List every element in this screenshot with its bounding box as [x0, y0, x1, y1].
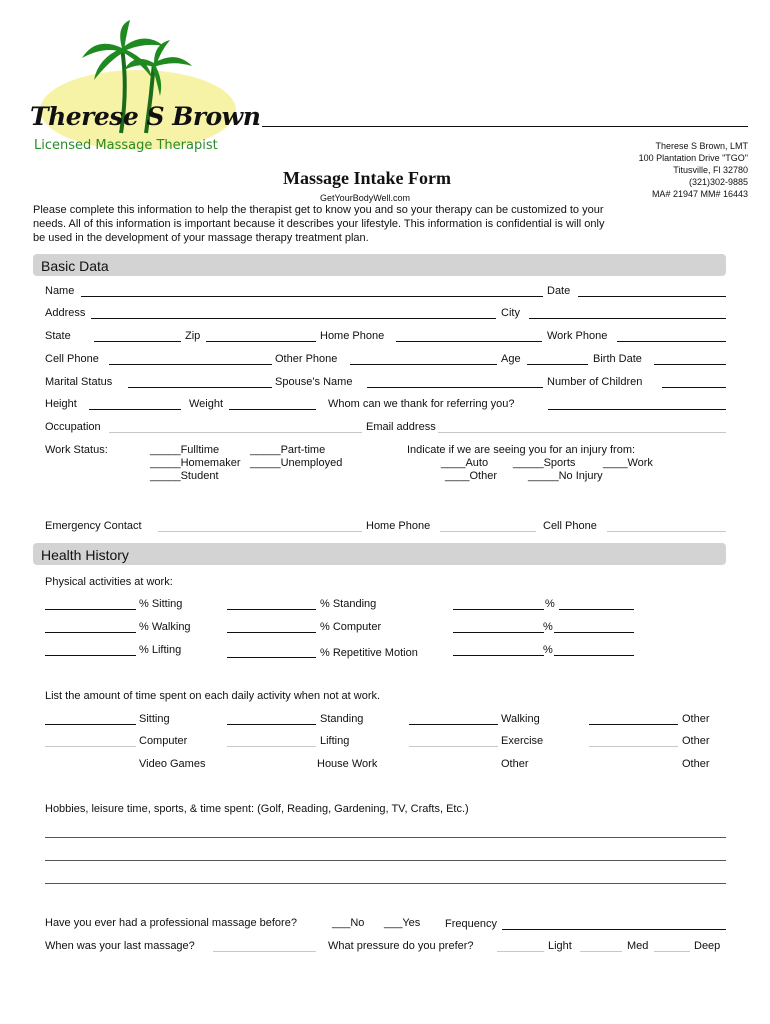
repetitive-label: % Repetitive Motion	[320, 647, 418, 659]
height-label: Height	[45, 398, 77, 410]
daily-standing-label: Standing	[320, 713, 364, 725]
address-line: 100 Plantation Drive "TGO"	[638, 153, 748, 163]
daily-walking-label: Walking	[501, 713, 540, 725]
hobbies-line-1[interactable]	[45, 837, 726, 838]
section-header-basic	[33, 254, 726, 276]
daily-other-3-label: Other	[501, 758, 529, 770]
children-label: Number of Children	[547, 376, 643, 388]
city-field[interactable]	[529, 318, 726, 319]
emergency-home-phone-label: Home Phone	[366, 520, 431, 532]
spouse-name-field[interactable]	[367, 387, 543, 388]
other-activity-2-pct-field[interactable]	[554, 632, 634, 633]
work-phone-field[interactable]	[617, 341, 726, 342]
other-activity-1-field[interactable]	[453, 609, 544, 610]
work-status-student[interactable]: _____Student	[150, 470, 219, 482]
other-activity-1-pct-field[interactable]	[559, 609, 634, 610]
form-title: Massage Intake Form	[283, 168, 451, 188]
pressure-deep-label: Deep	[694, 940, 721, 952]
daily-exercise-field[interactable]	[409, 746, 498, 747]
pct-sign: %	[545, 598, 555, 610]
work-status-fulltime[interactable]: _____Fulltime	[150, 444, 220, 456]
massage-before-question: Have you ever had a professional massage before?	[45, 917, 297, 929]
home-phone-label: Home Phone	[320, 330, 385, 342]
daily-other-1-field[interactable]	[589, 724, 678, 725]
work-phone-label: Work Phone	[547, 330, 608, 342]
emergency-contact-field[interactable]	[158, 531, 362, 532]
emergency-cell-phone-field[interactable]	[607, 531, 726, 532]
header-rule	[262, 126, 748, 127]
state-label: State	[45, 330, 71, 342]
marital-status-field[interactable]	[128, 387, 272, 388]
hobbies-line-3[interactable]	[45, 883, 726, 884]
sitting-pct-field[interactable]	[45, 609, 136, 610]
injury-other[interactable]: ____Other	[445, 470, 497, 482]
pressure-med-label: Med	[627, 940, 649, 952]
injury-none[interactable]: _____No Injury	[528, 470, 603, 482]
zip-label: Zip	[185, 330, 201, 342]
other-phone-label: Other Phone	[275, 353, 338, 365]
state-field[interactable]	[94, 341, 181, 342]
injury-sports[interactable]: _____Sports	[513, 457, 576, 469]
age-label: Age	[501, 353, 521, 365]
pct-sign: %	[543, 644, 553, 656]
work-status-parttime[interactable]: _____Part-time	[250, 444, 326, 456]
emergency-cell-phone-label: Cell Phone	[543, 520, 597, 532]
standing-label: % Standing	[320, 598, 377, 610]
emergency-home-phone-field[interactable]	[440, 531, 536, 532]
daily-exercise-label: Exercise	[501, 735, 544, 747]
logo-subtitle: Licensed Massage Therapist	[34, 138, 218, 153]
walking-label: % Walking	[139, 621, 191, 633]
section-title: Health History	[41, 547, 129, 563]
email-field[interactable]	[438, 432, 726, 433]
address-line: MA# 21947 MM# 16443	[651, 189, 748, 199]
daily-lifting-field[interactable]	[227, 746, 316, 747]
daily-sitting-field[interactable]	[45, 724, 136, 725]
daily-walking-field[interactable]	[409, 724, 498, 725]
address-line: Therese S Brown, LMT	[655, 141, 748, 151]
date-label: Date	[547, 285, 571, 297]
work-status-unemployed[interactable]: _____Unemployed	[250, 457, 343, 469]
other-activity-3-field[interactable]	[453, 655, 544, 656]
zip-field[interactable]	[206, 341, 316, 342]
daily-lifting-label: Lifting	[320, 735, 350, 747]
daily-other-4-label: Other	[682, 758, 710, 770]
hobbies-label: Hobbies, leisure time, sports, & time spent: (Golf, Reading, Gardening, TV, Crafts, Etc.)	[45, 803, 469, 815]
referral-field[interactable]	[548, 409, 726, 410]
pressure-question: What pressure do you prefer?	[328, 940, 474, 952]
height-field[interactable]	[89, 409, 181, 410]
name-label: Name	[45, 285, 75, 297]
daily-activity-label: List the amount of time spent on each daily activity when not at work.	[45, 690, 381, 702]
daily-computer-label: Computer	[139, 735, 188, 747]
computer-label: % Computer	[320, 621, 382, 633]
other-phone-field[interactable]	[350, 364, 497, 365]
therapist-address	[639, 140, 748, 200]
name-field[interactable]	[81, 296, 543, 297]
birth-date-label: Birth Date	[593, 353, 642, 365]
hobbies-line-2[interactable]	[45, 860, 726, 861]
pressure-light-field[interactable]	[497, 951, 544, 952]
intro-paragraph: Please complete this information to help the therapist get to know you and so your therapy can be customized to your needs. All of this information is important because it describes your lifestyle. This information is confidential is will only be used in the development of your massage therapy treatment plan.	[33, 204, 605, 244]
work-status-label: Work Status:	[45, 444, 108, 456]
website: GetYourBodyWell.com	[320, 193, 411, 203]
section-header-health	[33, 543, 726, 565]
emergency-contact-label: Emergency Contact	[45, 520, 142, 532]
frequency-field[interactable]	[502, 929, 726, 930]
daily-house-work-label: House Work	[317, 758, 378, 770]
address-line: (321)302-9885	[688, 177, 748, 187]
section-title: Basic Data	[41, 258, 109, 274]
injury-auto[interactable]: ____Auto	[441, 457, 489, 469]
marital-status-label: Marital Status	[45, 376, 113, 388]
age-field[interactable]	[527, 364, 588, 365]
daily-other-2-label: Other	[682, 735, 710, 747]
lifting-pct-field[interactable]	[45, 655, 136, 656]
logo-name: Therese S Brown	[30, 102, 261, 131]
daily-other-1-label: Other	[682, 713, 710, 725]
other-activity-2-field[interactable]	[453, 632, 544, 633]
sitting-label: % Sitting	[139, 598, 183, 610]
address-label: Address	[45, 307, 86, 319]
daily-sitting-label: Sitting	[139, 713, 170, 725]
massage-before-no[interactable]: ___No	[332, 917, 365, 929]
address-field[interactable]	[91, 318, 496, 319]
children-field[interactable]	[662, 387, 726, 388]
last-massage-field[interactable]	[213, 951, 316, 952]
pressure-med-field[interactable]	[580, 951, 622, 952]
work-status-homemaker[interactable]: _____Homemaker	[150, 457, 241, 469]
cell-phone-label: Cell Phone	[45, 353, 99, 365]
occupation-label: Occupation	[45, 421, 101, 433]
weight-label: Weight	[189, 398, 224, 410]
computer-pct-field[interactable]	[227, 632, 316, 633]
date-field[interactable]	[578, 296, 726, 297]
injury-work[interactable]: ____Work	[603, 457, 653, 469]
weight-field[interactable]	[229, 409, 316, 410]
occupation-field[interactable]	[109, 432, 362, 433]
last-massage-question: When was your last massage?	[45, 940, 195, 952]
birth-date-field[interactable]	[654, 364, 726, 365]
frequency-label: Frequency	[445, 918, 497, 930]
injury-question: Indicate if we are seeing you for an injury from:	[407, 444, 636, 456]
daily-other-2-field[interactable]	[589, 746, 678, 747]
standing-pct-field[interactable]	[227, 609, 316, 610]
city-label: City	[501, 307, 520, 319]
pressure-light-label: Light	[548, 940, 572, 952]
massage-before-yes[interactable]: ___Yes	[384, 917, 421, 929]
repetitive-pct-field[interactable]	[227, 657, 316, 658]
lifting-label: % Lifting	[139, 644, 182, 656]
daily-computer-field[interactable]	[45, 746, 136, 747]
daily-video-games-label: Video Games	[139, 758, 206, 770]
walking-pct-field[interactable]	[45, 632, 136, 633]
other-activity-3-pct-field[interactable]	[554, 655, 634, 656]
logo	[26, 18, 261, 170]
spouse-name-label: Spouse’s Name	[275, 376, 353, 388]
home-phone-field[interactable]	[396, 341, 542, 342]
referral-label: Whom can we thank for referring you?	[328, 398, 515, 410]
pct-sign: %	[543, 621, 553, 633]
cell-phone-field[interactable]	[109, 364, 272, 365]
physical-activities-label: Physical activities at work:	[45, 576, 173, 588]
address-line: Titusville, Fl 32780	[673, 165, 748, 175]
daily-standing-field[interactable]	[227, 724, 316, 725]
email-label: Email address	[366, 421, 436, 433]
pressure-deep-field[interactable]	[654, 951, 690, 952]
